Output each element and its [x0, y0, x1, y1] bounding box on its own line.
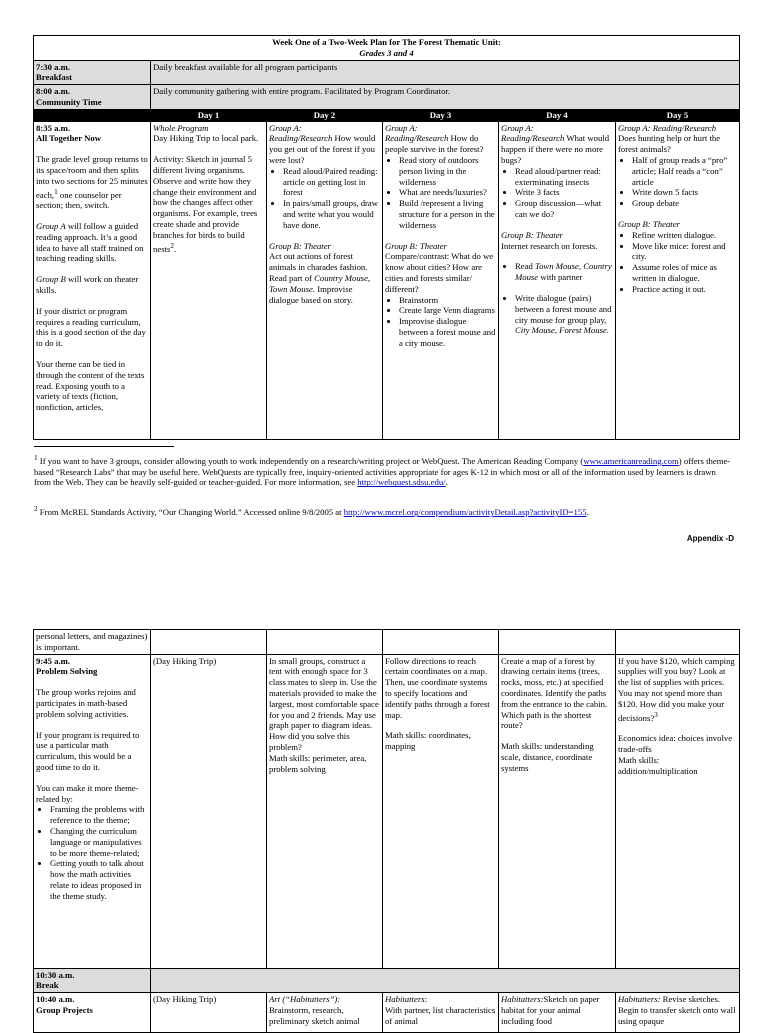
time-label: 10:40 a.m. — [36, 994, 75, 1005]
day-header-4: Day 4 — [499, 109, 616, 121]
day1-project-cell: (Day Hiking Trip) — [151, 993, 267, 1033]
subtitle-text: Grades 3 and 4 — [359, 47, 414, 58]
time-label: 8:00 a.m. — [36, 86, 71, 97]
footnote-divider — [34, 446, 174, 447]
mcrel-link[interactable]: http://www.mcrel.org/compendium/activityDetail.asp?activityID=155 — [343, 507, 587, 518]
problem-solving-desc: 9:45 a.m. Problem Solving The group works rejoins and participates in math-based problem solving activities. If your program is required to use a particular math curriculum, this would be a good time to do it. You can make it more theme-related by: • Framing the problems with reference to the theme; • Changing the curriculum language or manipulatives to be more theme-related; • Getting youth to talk about how the math activities relate to ideas proposed in the theme study. — [34, 654, 151, 968]
block-label: Break — [36, 980, 59, 991]
appendix-label: Appendix -D — [686, 534, 734, 543]
breakfast-time-cell — [34, 60, 151, 85]
footnote-2: $^2$ From McREL Standards Activity, “Our Changing World.” Accessed online 9/8/2005 at http://www.mcrel.org/compendium/activityDetail.asp?activityID=155. — [34, 505, 589, 518]
day5-math-cell: If you have $120, which camping supplies will you buy? Look at the list of supplies with prices. You may not spend more than $120. How did you make your decisions?$^3$ Economics idea: choices involve trade-offs Math skills: addition/multiplication — [616, 654, 740, 968]
day-header-1: Day 1 — [151, 109, 267, 121]
schedule-table-week-one — [33, 35, 740, 440]
day5-reading-cell: Group A: Reading/Research Does hunting help or hurt the forest animals? • Half of group reads a “pro” article; Half reads a “con” article • Write down 5 facts • Group debate Group B: Theater • Refine written dialogue. • Move like mice: forest and city. • Assume roles of mice as written in dialogue. • Practice acting it out. — [616, 121, 740, 439]
schedule-table-continued — [33, 629, 740, 1033]
community-desc: Daily community gathering with entire program. Facilitated by Program Coordinator. — [151, 85, 740, 110]
break-desc — [151, 968, 740, 993]
block-label: All Together Now — [36, 133, 101, 144]
title-text: Week One of a Two-Week Plan for The Forest Thematic Unit: — [272, 37, 501, 47]
day2-math-cell: In small groups, construct a tent with enough space for 3 class mates to sleep in. Use the materials provided to make the largest, most comfortable space for you and 2 friends. May use graph paper to diagram ideas. How did you solve this problem? Math skills: perimeter, area, problem solving — [267, 654, 383, 968]
day3-math-cell: Follow directions to reach certain coordinates on a map. Then, use coordinate systems to specify locations and identify paths through a forest map. Math skills: coordinates, mapping — [383, 654, 499, 968]
day1-reading-cell: Whole Program Day Hiking Trip to local park. Activity: Sketch in journal 5 different living organisms. Observe and write how they change their environment and how the changes affect other organisms. For example, trees create shade and provide branches for birds to build nests$^2$. — [151, 121, 267, 439]
breakfast-row — [34, 60, 740, 85]
day-header-3: Day 3 — [383, 109, 499, 121]
group-projects-row — [34, 993, 740, 1033]
americanreading-link[interactable]: www.americanreading.com — [583, 455, 679, 466]
day-header-row — [34, 109, 740, 121]
day1-math-cell: (Day Hiking Trip) — [151, 654, 267, 968]
day4-math-cell: Create a map of a forest by drawing certain items (trees, rocks, moss, etc.) at specified coordinates. Identify the paths from the entrance to the cabin. Which path is the shortest route? Math skills: understanding scale, distance, coordinate systems — [499, 654, 616, 968]
day3-project-cell: Habitatters: With partner, list characteristics of animal — [383, 993, 499, 1033]
day3-reading-cell: Group A: Reading/Research How do people survive in the forest? • Read story of outdoors person living in the wilderness • What are needs/luxuries? • Build /represent a living structure for a person in the wilderness Group B: Theater Compare/contrast: What do we know about cities? How are cities and forests similar/ different? • Brainstorm • Create large Venn diagrams • Improvise dialogue between a forest mouse and a city mouse. — [383, 121, 499, 439]
footnotes — [34, 446, 734, 534]
breakfast-desc: Daily breakfast available for all program participants — [151, 60, 740, 85]
continued-text: personal letters, and magazines) is important. — [34, 630, 151, 655]
day-header-2: Day 2 — [267, 109, 383, 121]
block-label: Breakfast — [36, 72, 73, 83]
day-header-5: Day 5 — [616, 109, 740, 121]
block-label: Group Projects — [36, 1004, 93, 1015]
community-time-cell — [34, 85, 151, 110]
problem-solving-row — [34, 654, 740, 968]
footnote-1: $^1$ If you want to have 3 groups, consider allowing youth to work independently on a research/writing project or WebQuest. The American Reading Company (www.americanreading.com) offers theme-based “Research Labs” that may be useful here. WebQuests are typically free, inquiry-oriented activities appropriate for ages K-12 in which most or all of the information used by learners is drawn from the Web. They can be heavily self-guided or teacher-guided. For more information, see http://webquest.sdsu.edu/. — [34, 454, 731, 488]
day4-reading-cell: Group A: Reading/Research What would happen if there were no more bugs? • Read aloud/partner read: exterminating insects • Write 3 facts • Group discussion—what can we do? Group B: Theater Internet research on forests. • Read Town Mouse, Country Mouse with partner • Write dialogue (pairs) between a forest mouse and city mouse for group play, City Mouse, Forest Mouse. — [499, 121, 616, 439]
block-label: Community Time — [36, 96, 102, 107]
block-label: Problem Solving — [36, 666, 98, 677]
break-row — [34, 968, 740, 993]
webquest-link[interactable]: http://webquest.sdsu.edu/ — [357, 477, 446, 488]
day2-project-cell: Art (“Habitatters”): Brainstorm, research, preliminary sketch animal — [267, 993, 383, 1033]
table-title — [34, 36, 740, 61]
group-projects-desc — [34, 993, 151, 1033]
time-label: 8:35 a.m. — [36, 122, 71, 133]
day5-project-cell: Habitatters: Revise sketches. Begin to transfer sketch onto wall using opaque — [616, 993, 740, 1033]
continued-row — [34, 630, 740, 655]
all-together-row — [34, 121, 740, 439]
community-row — [34, 85, 740, 110]
day4-project-cell: Habitatters:Sketch on paper habitat for your animal including food — [499, 993, 616, 1033]
time-label: 7:30 a.m. — [36, 61, 71, 72]
break-time-cell — [34, 968, 151, 993]
time-label: 10:30 a.m. — [36, 969, 75, 980]
day-header-empty — [34, 109, 151, 121]
day2-reading-cell: Group A: Reading/Research How would you get out of the forest if you were lost? • Read aloud/Paired reading: article on getting lost in forest • In pairs/small groups, draw and write what you would have done. Group B: Theater Act out actions of forest animals in charades fashion. Read part of Country Mouse, Town Mouse. Improvise dialogue based on story. — [267, 121, 383, 439]
all-together-desc: 8:35 a.m. All Together Now The grade level group returns to its space/room and then splits into two sections for 25 minutes each,$^1$ one counselor per section; then, switch. Group A will follow a guided reading approach. It’s a good idea to have all staff trained on teaching reading skills. Group B will work on theater skills. If your district or program requires a reading curriculum, this is a good section of the day to do it. Your theme can be tied in through the content of the texts read. Exposing youth to a variety of texts (fiction, nonfiction, articles, — [34, 121, 151, 439]
time-label: 9:45 a.m. — [36, 655, 71, 666]
